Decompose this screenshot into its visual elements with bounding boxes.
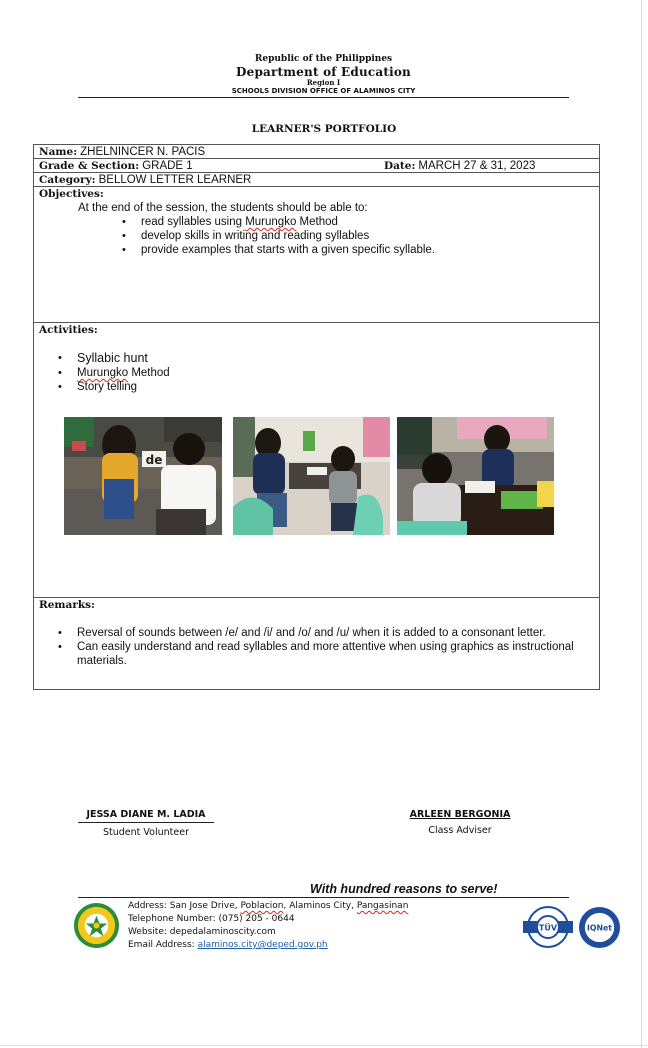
iqnet-text: IQNet: [586, 923, 613, 933]
date-value: MARCH 27 & 31, 2023: [418, 160, 536, 172]
activity-item: [77, 351, 170, 366]
objective-text: provide examples that starts with a given specific syllable.: [141, 244, 436, 256]
category-label: Category:: [39, 174, 96, 186]
grade-label: Grade & Section:: [39, 160, 140, 172]
objective-item: [141, 243, 435, 257]
remark-item: • Reversal of sounds between /e/ and /i/ and /o/ and /u/ when it is added to a consonant letter.: [77, 626, 587, 640]
category-row: [34, 173, 599, 187]
remarks-list: [77, 626, 587, 668]
date-label: Date:: [384, 160, 416, 172]
remarks-section: [34, 598, 599, 690]
activities-label: Activities:: [39, 324, 98, 336]
document-title: LEARNER'S PORTFOLIO: [251, 123, 397, 135]
letterhead-republic: Republic of the Philippines: [254, 54, 393, 64]
name-row: [34, 145, 599, 159]
date-field: [384, 160, 535, 172]
objective-item: [141, 229, 435, 243]
name-value: ZHELNINCER N. PACIS: [80, 146, 206, 158]
iqnet-badge-icon: [578, 906, 621, 949]
objective-text: read syllables using: [141, 216, 246, 228]
activity-item: [77, 380, 170, 394]
activity-photo-1: [64, 417, 222, 535]
address-text: Address: San Jose Drive,: [128, 901, 241, 911]
telephone-line: Telephone Number: (075) 205 - 0644: [128, 914, 295, 924]
cert-text: TÜV: [538, 923, 558, 933]
objectives-intro: At the end of the session, the students should be able to:: [78, 202, 368, 214]
objective-text: develop skills in writing and reading syllables: [141, 230, 370, 242]
address-text: , Alaminos City,: [283, 901, 357, 911]
email-line: [128, 939, 408, 952]
footer-motto: With hundred reasons to serve!: [310, 882, 498, 896]
remark-item: • Can easily understand and read syllables and more attentive when using graphics as instructional materials.: [77, 640, 587, 668]
signatory-name: ARLEEN BERGONIA: [409, 809, 511, 820]
objective-item: [141, 215, 435, 229]
website-line: Website: depedalaminoscity.com: [128, 927, 276, 937]
category-value: BELLOW LETTER LEARNER: [98, 174, 252, 186]
letterhead-region: Region I: [306, 78, 341, 87]
objectives-label: Objectives:: [39, 188, 104, 200]
letterhead-rule: [78, 97, 569, 98]
contact-info: [128, 900, 408, 952]
letterhead-division: SCHOOLS DIVISION OFFICE OF ALAMINOS CITY: [231, 87, 416, 95]
certification-badge-icon: [523, 906, 573, 948]
page-edge: [641, 0, 642, 1048]
spellcheck-word: Murungko: [245, 216, 297, 228]
activity-text: Method: [128, 367, 170, 379]
name-label: Name:: [39, 146, 78, 158]
signatory-role: Student Volunteer: [103, 827, 189, 838]
signatory-name: JESSA DIANE M. LADIA: [78, 809, 214, 823]
grade-row: [34, 159, 599, 173]
objectives-list: [141, 215, 435, 257]
signature-block-volunteer: [78, 809, 214, 839]
activities-section: [34, 323, 599, 598]
remarks-label: Remarks:: [39, 599, 95, 611]
spellcheck-word: Murungko: [77, 367, 129, 379]
activity-text: Syllabic hunt: [77, 351, 148, 365]
deped-seal-icon: [73, 902, 120, 949]
activity-photo-2: [233, 417, 390, 535]
footer-rule: [78, 897, 569, 898]
signatory-role: Class Adviser: [428, 825, 492, 836]
letterhead-department: Department of Education: [236, 65, 411, 79]
portfolio-table: [33, 144, 600, 690]
page-edge-bottom: [0, 1045, 648, 1046]
spellcheck-word: Poblacion: [240, 901, 284, 911]
signature-block-adviser: [400, 809, 520, 837]
grade-value: GRADE 1: [142, 160, 193, 172]
email-link[interactable]: alaminos.city@deped.gov.ph: [197, 940, 328, 950]
letterhead: [78, 54, 569, 96]
activity-item: [77, 366, 170, 380]
flash-card-text: de: [145, 453, 163, 467]
objective-text: Method: [296, 216, 338, 228]
spellcheck-word: Pangasinan: [356, 901, 409, 911]
activity-photo-3: [397, 417, 554, 535]
objectives-section: [34, 187, 599, 323]
activities-list: [77, 351, 170, 394]
email-label: Email Address:: [128, 940, 198, 950]
address-line: [128, 900, 408, 913]
activity-text: Story telling: [77, 381, 138, 393]
